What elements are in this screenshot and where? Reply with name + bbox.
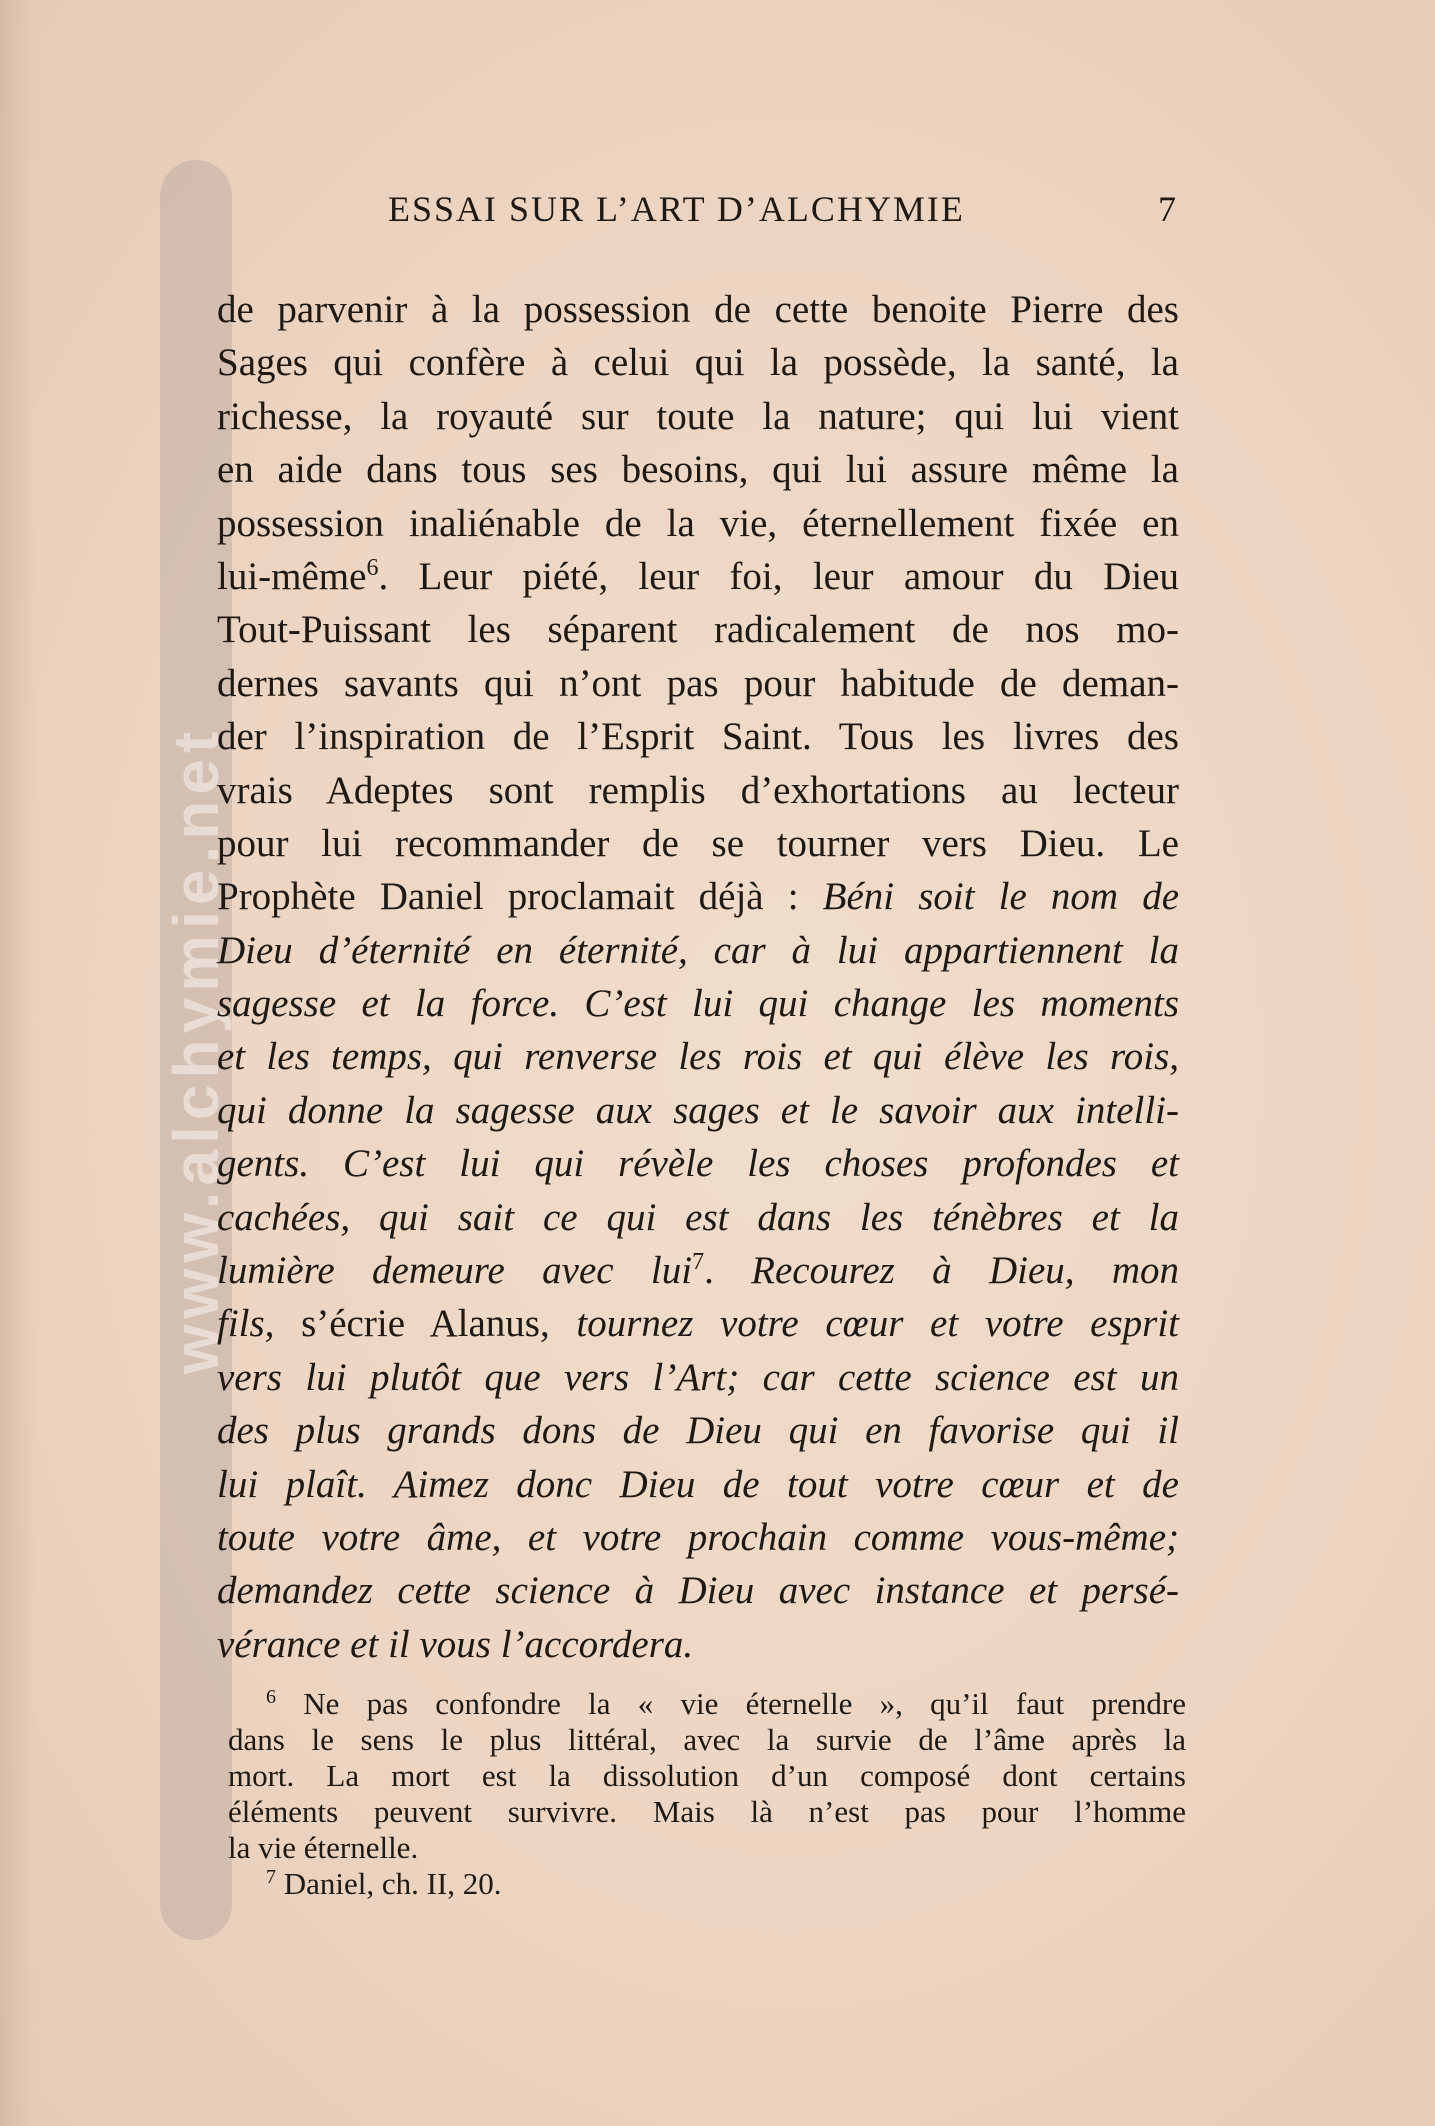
text-run: vers lui plutôt que vers l’Art; car cette science est un	[217, 1355, 1179, 1399]
text-run: lui plaît. Aimez donc Dieu de tout votre cœur et de	[217, 1462, 1179, 1506]
footnote-text: la vie éternelle.	[228, 1830, 419, 1865]
text-line	[217, 390, 1179, 443]
text-run: Dieu d’éternité en éternité, car à lui appartiennent la	[217, 928, 1179, 972]
text-run: lui-même	[217, 554, 367, 598]
gutter-shadow	[0, 0, 36, 2126]
text-line	[217, 1564, 1179, 1617]
text-line	[217, 1618, 1179, 1671]
footnote-marker: 6	[366, 554, 379, 581]
footnote-text: éléments peuvent survivre. Mais là n’est pas pour l’homme	[228, 1794, 1186, 1829]
text-line	[217, 657, 1179, 710]
text-line	[217, 1084, 1179, 1137]
text-run: . Leur piété, leur foi, leur amour du Dieu	[378, 554, 1179, 598]
footnote-line	[228, 1830, 1186, 1866]
text-line	[217, 1191, 1179, 1244]
footnote-line	[228, 1758, 1186, 1794]
text-run: gents. C’est lui qui révèle les choses profondes et	[217, 1142, 1179, 1186]
footnote-text: dans le sens le plus littéral, avec la survie de l’âme après la	[228, 1722, 1186, 1757]
text-line	[217, 1404, 1179, 1457]
text-line	[217, 817, 1179, 870]
text-line	[217, 550, 1179, 603]
text-line	[217, 603, 1179, 656]
text-run: possession inaliénable de la vie, éternellement fixée en	[217, 501, 1179, 545]
footnote-number: 6	[266, 1686, 276, 1708]
text-run: .	[704, 1249, 752, 1293]
text-line	[217, 977, 1179, 1030]
text-run: des plus grands dons de Dieu qui en favorise qui il	[217, 1409, 1179, 1453]
text-run: vrais Adeptes sont remplis d’exhortations au lecteur	[217, 768, 1179, 812]
text-line	[217, 1351, 1179, 1404]
text-run: Prophète Daniel proclamait déjà :	[217, 875, 823, 919]
watermark-text: www.alchymie.net	[160, 725, 232, 1375]
text-line	[217, 1244, 1179, 1297]
footnote-line	[228, 1866, 1186, 1902]
footnotes	[228, 1686, 1186, 1902]
text-run: dernes savants qui n’ont pas pour habitude de deman-	[217, 661, 1179, 705]
text-line	[217, 283, 1179, 336]
page-number: 7	[1158, 189, 1178, 229]
body-text	[217, 283, 1179, 1671]
text-line	[217, 497, 1179, 550]
footnote-line	[228, 1722, 1186, 1758]
text-run: en aide dans tous ses besoins, qui lui assure même la	[217, 448, 1179, 492]
text-run: sagesse et la force. C’est lui qui change les moments	[217, 982, 1179, 1026]
footnote-marker: 7	[692, 1249, 705, 1276]
text-run: toute votre âme, et votre prochain comme vous-même;	[217, 1515, 1179, 1559]
text-run: Sages qui confère à celui qui la possède, la santé, la	[217, 341, 1179, 385]
footnote-line	[228, 1686, 1186, 1722]
text-run: cachées, qui sait ce qui est dans les ténèbres et la	[217, 1195, 1179, 1239]
text-run: lumière demeure avec lui	[217, 1249, 693, 1293]
text-line	[217, 870, 1179, 923]
text-line	[217, 1297, 1179, 1350]
text-line	[217, 924, 1179, 977]
text-run: richesse, la royauté sur toute la nature; qui lui vient	[217, 394, 1179, 438]
text-line	[217, 1511, 1179, 1564]
text-run: de parvenir à la possession de cette benoite Pierre des	[217, 288, 1179, 331]
footnote-text: Daniel, ch. II, 20.	[283, 1866, 502, 1901]
text-run: der l’inspiration de l’Esprit Saint. Tous les livres des	[217, 715, 1179, 759]
text-run: tournez votre cœur et votre esprit	[576, 1302, 1179, 1346]
text-line	[217, 710, 1179, 763]
text-run: Béni soit le nom de	[822, 875, 1180, 919]
text-run: vérance et il vous l’accordera.	[217, 1622, 694, 1666]
running-head	[218, 188, 1178, 238]
text-run: Tout-Puissant les séparent radicalement de nos mo-	[217, 608, 1179, 652]
text-run: demandez cette science à Dieu avec instance et persé-	[217, 1569, 1179, 1613]
text-run: s’écrie Alanus,	[274, 1302, 577, 1346]
text-run: pour lui recommander de se tourner vers Dieu. Le	[217, 821, 1179, 865]
text-run: Recourez à Dieu, mon	[751, 1249, 1179, 1293]
running-head-title: ESSAI SUR L’ART D’ALCHYMIE	[388, 189, 965, 229]
text-run: qui donne la sagesse aux sages et le savoir aux intelli-	[217, 1088, 1179, 1132]
text-line	[217, 443, 1179, 496]
text-line	[217, 1137, 1179, 1190]
footnote-number: 7	[266, 1866, 276, 1888]
footnote-text: mort. La mort est la dissolution d’un composé dont certains	[228, 1758, 1186, 1793]
footnote-line	[228, 1794, 1186, 1830]
text-line	[217, 336, 1179, 389]
text-line	[217, 764, 1179, 817]
text-line	[217, 1030, 1179, 1083]
text-run: et les temps, qui renverse les rois et qui élève les rois,	[217, 1035, 1179, 1079]
text-run: fils,	[217, 1302, 275, 1346]
text-line	[217, 1458, 1179, 1511]
footnote-text: Ne pas confondre la « vie éternelle », qu’il faut prendre	[303, 1686, 1186, 1721]
